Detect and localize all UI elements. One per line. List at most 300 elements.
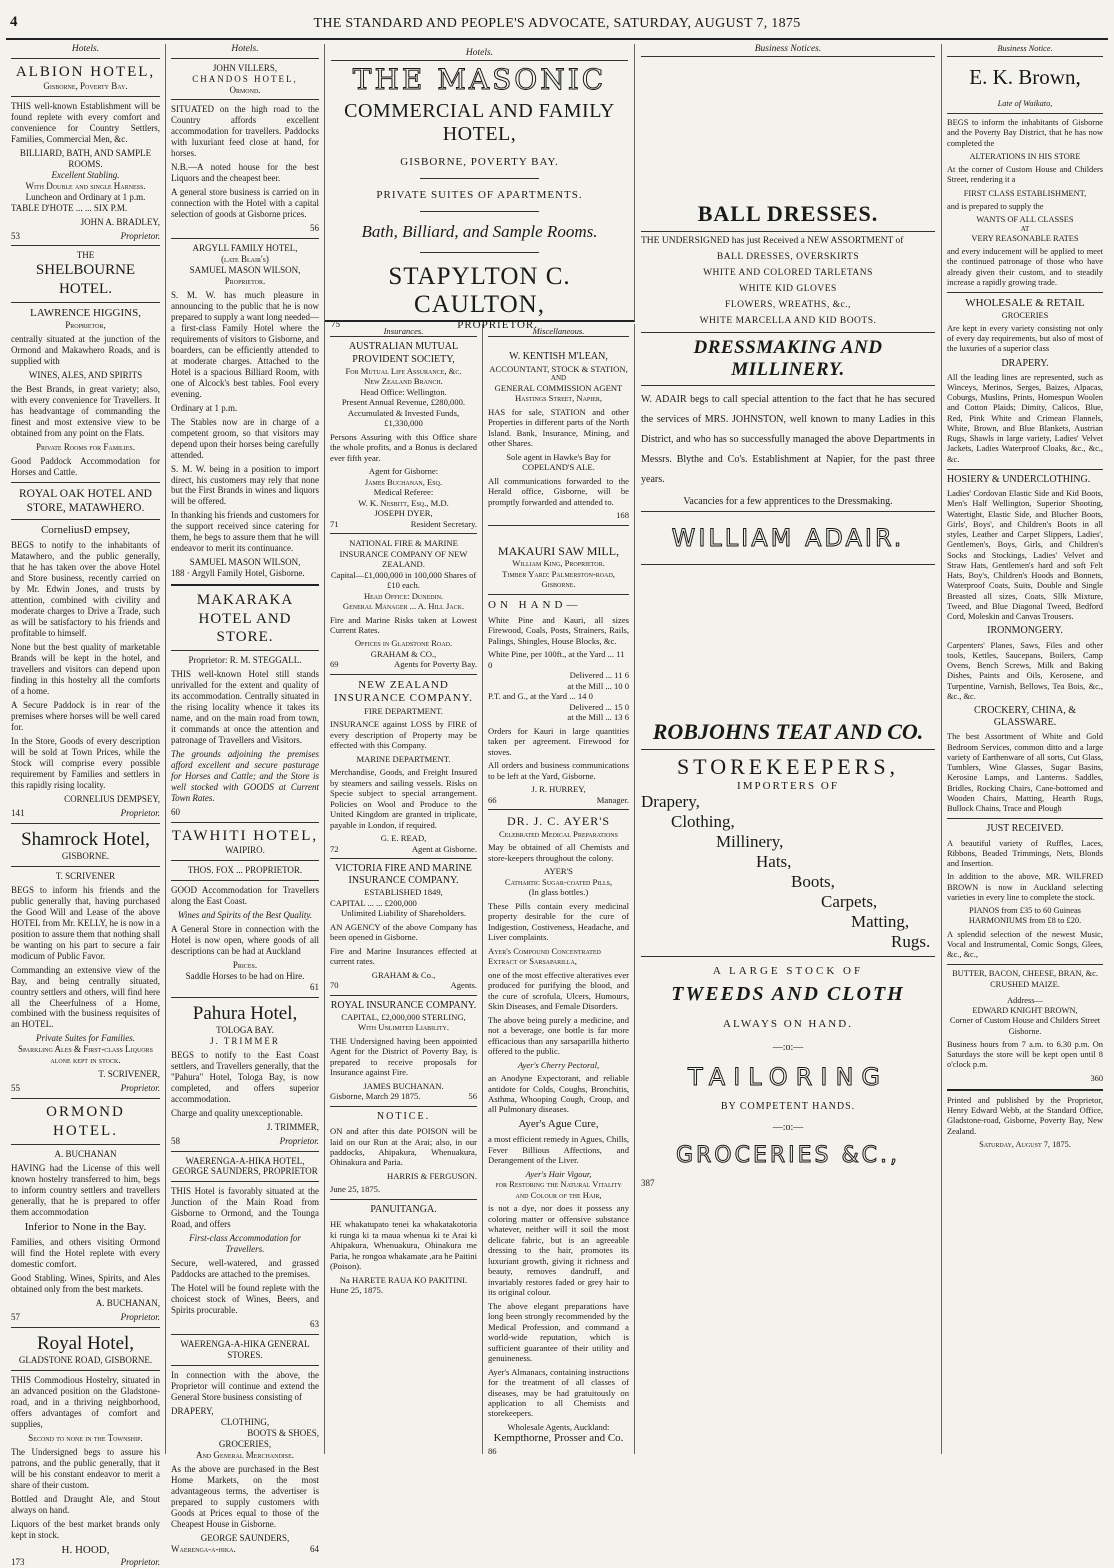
victoria-text: AN AGENCY of the above Company has been opened in Gisborne. <box>330 921 477 943</box>
ayer-ague: Ayer's Ague Cure, <box>518 1117 599 1130</box>
brown-pianos: PIANOS from £35 to 60 Guineas HARMONIUMS from £8 to £20. <box>968 906 1082 926</box>
brown-groceries: GROCERIES <box>1001 310 1049 320</box>
argyll-title: ARGYLL FAMILY HOTEL, <box>192 243 298 254</box>
national-agent: GRAHAM & CO., <box>370 648 437 659</box>
royal-oak-text4: In the Store, Goods of every description will be sold at Town Prices, while the Stock will comprise every possible requirement by Families and settlers in this rapidly rising locality. <box>11 735 160 790</box>
ayer-text4: The above being purely a medicine, and not a beverage, one bottle is far more efficacious than any sarsaparilla hitherto offered to the public. <box>488 1014 629 1057</box>
ad-number: 141 <box>11 807 25 818</box>
tawhiti-proprietor: THOS. FOX ... PROPRIETOR. <box>187 864 303 875</box>
royal-oak-text: BEGS to notify to the inhabitants of Matawhero, and the public generally, that he has taken over the above Hotel and Store business, recently carried on by Mr. Edwin Jones, and trusts by attention, combined with civility and moderate charges to Drive a Trade, such as will be satisfactory to his friends and profitable to himself. <box>11 540 160 639</box>
nzic-text: INSURANCE against LOSS by FIRE of every description of Property may be effected with this Company. <box>330 719 477 751</box>
ball-text: THE UNDERSIGNED has just Received a NEW ASSORTMENT of <box>641 236 904 246</box>
amp-sub: For Mutual Life Assurance, &c. <box>345 365 462 376</box>
ayer-hair: Ayer's Hair Vigour, <box>525 1168 592 1179</box>
mlean-street: Hastings Street, Napier, <box>514 393 603 404</box>
price-row: Delivered ... 11 6 <box>569 670 629 681</box>
role: Proprietor. <box>279 1135 319 1146</box>
robjohns-competent: BY COMPETENT HANDS. <box>720 1101 856 1112</box>
shelbourne-paddock: Good Paddock Accommodation for Horses and Cattle. <box>11 456 160 478</box>
brown-first-class: FIRST CLASS ESTABLISHMENT, <box>963 188 1087 198</box>
royal-insurance-liability: With Unlimited Liability. <box>358 1022 449 1033</box>
chandos-title: CHANDOS HOTEL, <box>192 73 298 84</box>
victoria-unlimited: Unlimited Liability of Shareholders. <box>340 908 467 919</box>
ormond-proprietor: A. BUCHANAN, <box>95 1297 160 1308</box>
nzic-title: NEW ZEALAND INSURANCE COMPANY. <box>333 678 474 705</box>
brown-ironmongery: IRONMONGERY. <box>987 625 1063 637</box>
ayer-wholesale: Wholesale Agents, Auckland: <box>507 1421 610 1432</box>
pahura-text2: Charge and quality unexceptionable. <box>171 1107 303 1118</box>
separator: —:o:— <box>772 1042 804 1053</box>
royal-text2: The Undersigned begs to assure his patrons, and the public generally, that it will be his constant endeavor to merit a share of their custom. <box>11 1446 160 1490</box>
pahura-place: TOLOGA BAY. <box>216 1024 274 1035</box>
shamrock-title: Shamrock Hotel, <box>21 828 150 850</box>
role: Proprietor. <box>120 1311 160 1322</box>
masthead <box>6 12 1108 40</box>
item-matting: Matting, <box>851 912 910 931</box>
column-miscellaneous <box>483 324 635 1454</box>
shamrock-proprietor: T. SCRIVENER, <box>98 1069 160 1080</box>
ad-number: 70 <box>330 980 339 991</box>
william-adair: WILLIAM ADAIR. <box>671 524 905 552</box>
albion-stabling: Excellent Stabling. <box>51 169 120 180</box>
column-heading: Insurances. <box>330 324 477 337</box>
brown-received: JUST RECEIVED. <box>986 823 1064 835</box>
robjohns-large-stock: A LARGE STOCK OF <box>712 965 864 977</box>
column-heading: Business Notices. <box>641 44 935 57</box>
ormond-title: ORMOND HOTEL. <box>46 1104 125 1139</box>
royal-text: THIS Commodious Hostelry, situated in an advanced position on the Gladstone-road, and in a thriving neighborhood, offers advantages of comfort and supplies, <box>11 1375 160 1429</box>
ad-number: 71 <box>330 518 339 529</box>
amp-office: Head Office: Wellington. <box>360 386 447 397</box>
ayer-text8: The above elegant preparations have long been strongly recommended by the Medical Profession, and command a world-wide reputation, which is sufficient guarantee of their utility and genuineness. <box>488 1300 629 1364</box>
robjohns-tailoring: TAILORING <box>687 1063 888 1091</box>
national-title: NATIONAL FIRE & MARINE INSURANCE COMPANY OF NEW ZEALAND. <box>339 538 468 570</box>
albion-table: TABLE D'HOTE ... ... SIX P.M. <box>11 202 128 213</box>
brown-wants: WANTS OF ALL CLASSES <box>976 215 1074 225</box>
shelbourne-text2: the Best Brands, in great variety; also, with every convenience for Travellers. It has headvantage of commanding the finest and most extensive view to be obtained from any point on the Flats. <box>11 384 160 439</box>
robjohns-groceries: GROCERIES &C., <box>675 1143 901 1168</box>
wstore-proprietor: GEORGE SAUNDERS, <box>200 1532 290 1543</box>
royal-insurance-agent: JAMES BUCHANAN. <box>363 1080 444 1091</box>
column-insurances <box>325 324 483 1454</box>
ad-number: 63 <box>310 1319 319 1330</box>
mlean-text2: All communications forwarded to the Herald office, Gisborne, will be promptly forwarded and attended to. <box>488 475 629 507</box>
ad-number: 66 <box>488 794 497 805</box>
shelbourne-title: SHELBOURNE HOTEL. <box>35 262 136 297</box>
ayer-cath: AYER'S <box>544 866 573 877</box>
role: Proprietor. <box>120 1556 160 1567</box>
ad-number: 360 <box>1090 1073 1103 1083</box>
ad-number: 69 <box>330 659 339 670</box>
ad-number: 75 <box>331 319 340 329</box>
argyll-role: Proprietor. <box>224 276 266 287</box>
nzic-fire: FIRE DEPARTMENT. <box>364 705 443 716</box>
shamrock-sparkling: Sparkling Ales & First-class Liquors alone kept in stock. <box>18 1044 153 1066</box>
argyll-text4: S. M. W. being in a position to import direct, his customers may rely that none but the First Brands in wines and liquors will be offered. <box>171 463 319 507</box>
argyll-text5: In thanking his friends and customers for the support received since catering for them, he begs to assure them that he will endeavor to merit its continuance. <box>171 510 319 554</box>
chandos-place: Ormond. <box>229 84 261 95</box>
chandos-store: A general store business is carried on in connection with the Hotel with a capital selection of goods at Gisborne prices. <box>171 187 319 220</box>
albion-proprietor: JOHN A. BRADLEY, <box>80 216 160 227</box>
waerenga-text: THIS Hotel is favorably situated at the Junction of the Main Road from Gisborne to Ormond, and the Tounga Road, and offers <box>171 1186 319 1230</box>
shamrock-place: GISBORNE. <box>61 850 110 861</box>
shamrock-private: Private Suites for Families. <box>36 1033 135 1044</box>
ad-number: 57 <box>11 1311 20 1322</box>
ormond-text2: Families, and others visiting Ormond will find the Hotel replete with every domestic comfort. <box>11 1237 160 1270</box>
column-business-notices <box>635 44 942 1454</box>
ormond-text3: Good Stabling. Wines, Spirits, and Ales obtained only from the best markets. <box>11 1272 160 1294</box>
victoria-agent: GRAHAM & Co., <box>371 969 436 980</box>
pahura-text: BEGS to notify to the East Coast settlers, and Travellers generally, that the "Pahura" Hotel, Tologa Bay, is now completed, and offers superior accommodation. <box>171 1049 319 1104</box>
wstore-text2: As the above are purchased in the Best Home Markets, on the most advantageous terms, the advertiser is prepared to supply customers with Goods at Prices equal to those of the Cheapest House in Gisborne. <box>171 1463 319 1529</box>
pahura-title: Pahura Hotel, <box>192 1002 298 1024</box>
mlean-agent: Sole agent in Hawke's Bay for <box>506 451 611 462</box>
masonic-suites: PRIVATE SUITES OF APARTMENTS. <box>376 189 583 201</box>
waerenga-title: WAERENGA-A-HIKA HOTEL, <box>185 1155 305 1166</box>
mlean-text: HAS for sale, STATION and other Properties in different parts of the North Island. Bank, Insurance, Mining, and other Shares. <box>488 406 629 449</box>
makaraka-proprietor: Proprietor: R. M. STEGGALL. <box>188 655 302 666</box>
amp-agent-name: James Buchanan, Esq. <box>364 476 443 487</box>
royal-oak-title: ROYAL OAK HOTEL AND STORE, MATAWHERO. <box>19 488 152 515</box>
column-heading: Hotels. <box>171 44 319 59</box>
brown-rates: VERY REASONABLE RATES <box>971 233 1079 243</box>
ayer-text6: a most efficient remedy in Agues, Chills, Fever Billious Affections, and Derangement of the Liver. <box>488 1134 629 1166</box>
ayer-sars: Ayer's Compound Concentrated Extract of Sarsaparilla, <box>488 945 601 967</box>
shelbourne-private: Private Rooms for Families. <box>36 442 135 453</box>
argyll-text3: The Stables now are in charge of a competent groom, so that visitors may depend upon their horses being carefully attended. <box>171 416 319 460</box>
brown-butter: BUTTER, BACON, CHEESE, BRAN, &c. <box>952 969 1098 979</box>
makauri-on-hand: ON HAND— <box>488 598 582 611</box>
wstore-title: WAERENGA-A-HIKA GENERAL STORES. <box>180 1339 310 1361</box>
pahura-proprietor: J. TRIMMER, <box>266 1121 319 1132</box>
page-number: 4 <box>10 14 18 30</box>
brown-hours: Business hours from 7 a.m. to 6.30 p.m. On Saturdays the store will be kept open until 8 o'clock p.m. <box>947 1039 1103 1070</box>
wstore-groceries: GROCERIES, <box>218 1438 272 1449</box>
tawhiti-prices: Prices. <box>232 959 258 970</box>
royal-text4: Liquors of the best market brands only kept in stock. <box>11 1518 160 1540</box>
ad-number: 56 <box>468 1091 477 1102</box>
separator: —:o:— <box>772 1122 804 1133</box>
masonic-rooms: Bath, Billiard, and Sample Rooms. <box>361 222 598 241</box>
ad-number: 64 <box>310 1543 319 1554</box>
item-clothing: Clothing, <box>671 812 735 831</box>
albion-text: THIS well-known Establishment will be found replete with every comfort and convenience for Country Settlers, Families, Commercial Men, &c. <box>11 100 160 144</box>
ad-number: 53 <box>11 230 20 241</box>
brown-owner: EDWARD KNIGHT BROWN, <box>972 1006 1078 1016</box>
royal-insurance-capital: CAPITAL, £2,000,000 STERLING, <box>341 1011 466 1022</box>
royal-place: GLADSTONE ROAD, GISBORNE. <box>18 1355 153 1366</box>
price-row: at the Mill ... 13 6 <box>567 712 629 723</box>
tawhiti-place: WAIPIRO. <box>225 844 265 855</box>
ad-number: 61 <box>310 981 319 992</box>
national-manager: General Manager ... A. Hill Jack. <box>342 601 465 612</box>
price-row: at the Mill ... 10 0 <box>567 680 629 691</box>
ad-number: 58 <box>171 1135 180 1146</box>
amp-title: AUSTRALIAN MUTUAL PROVIDENT SOCIETY, <box>348 341 459 365</box>
brown-text: BEGS to inform the inhabitants of Gisborne and the Poverty Bay District, that he has now completed the <box>947 118 1103 148</box>
makauri-title: MAKAURI SAW MILL, <box>497 543 620 558</box>
ormond-inferior: Inferior to None in the Bay. <box>24 1220 147 1233</box>
panui-signature: Na HARETE RAUA KO PAKITINI. <box>339 1274 468 1285</box>
brown-drapery: DRAPERY. <box>1001 357 1049 369</box>
royal-oak-owner: CorneliusD empsey, <box>40 524 131 537</box>
brown-address: Address— <box>1007 995 1043 1005</box>
argyll-owner: SAMUEL MASON WILSON, <box>189 265 301 276</box>
nzic-text2: Merchandise, Goods, and Freight Insured by steamers and sailing vessels. Risks on Specie subject to special arrangement. Policies on Wool and Produce to the United Kingdom are granted in triplicate, payable in London, if required. <box>330 767 477 830</box>
shelbourne-wines: WINES, ALES, AND SPIRITS <box>28 370 143 381</box>
brown-late: Late of Waikato, <box>997 98 1053 108</box>
brown-text3: and is prepared to supply the <box>947 201 1044 211</box>
victoria-text2: Fire and Marine Insurances effected at current rates. <box>330 945 477 967</box>
brown-wholesale: WHOLESALE & RETAIL <box>965 297 1085 310</box>
amp-secretary-role: Resident Secretary. <box>410 518 477 529</box>
panui-title: PANUITANGA. <box>370 1203 437 1215</box>
dressmaking-title: DRESSMAKING AND MILLINERY. <box>693 337 883 380</box>
item-carpets: Carpets, <box>821 892 878 911</box>
tawhiti-saddle: Saddle Horses to be had on Hire. <box>185 970 305 981</box>
shamrock-owner: T. SCRIVENER <box>55 870 116 881</box>
ad-number: 56 <box>310 223 319 234</box>
shelbourne-the: THE <box>76 250 95 261</box>
ayer-text7: is not a dye, nor does it possess any coloring matter or offensive substance whatever, neither will it soil the most delicate fabric, but is an agreeable dressing to the hair, promotes its luxuriant growth, giving it richness and beauty, removes dandruff, and invariably restores faded or grey hair to its original colour. <box>488 1203 629 1298</box>
nzic-agent: G. E. READ, <box>380 833 427 844</box>
masonic-title: THE MASONIC <box>352 63 607 96</box>
dressmaking-vacancies: Vacancies for a few apprentices to the Dressmaking. <box>683 496 893 507</box>
nzic-marine: MARINE DEPARTMENT. <box>356 753 451 764</box>
ayer-sub: Celebrated Medical Preparations <box>499 828 618 839</box>
brown-alterations: ALTERATIONS IN HIS STORE <box>969 151 1081 161</box>
ayer-title: DR. J. C. AYER'S <box>506 814 611 829</box>
mlean-gca: GENERAL COMMISSION AGENT <box>494 382 623 393</box>
makauri-signature: J. R. HURREY, <box>531 784 586 795</box>
shelbourne-role: Proprietor, <box>65 320 106 331</box>
ad-number: 173 <box>11 1556 25 1567</box>
robjohns-items <box>641 792 935 952</box>
makaraka-text: THIS well-known Hotel still stands unrivalled for the extent and quality of its accommodation. Centrally situated in the rising locality whence it takes its name, and on the main road from town, it commands at once the attention and patronage of Travellers and Visitors. <box>171 669 319 745</box>
royal-title: Royal Hotel, <box>36 1332 135 1354</box>
shelbourne-owner: LAWRENCE HIGGINS, <box>30 307 141 320</box>
column-heading: Miscellaneous. <box>488 324 629 337</box>
wstore-place: Waerenga-a-hika. <box>171 1543 236 1554</box>
national-office: Head Office: Dunedin. <box>363 590 444 601</box>
victoria-agent-role: Agents. <box>450 980 477 991</box>
brown-hosiery: HOSIERY & UNDERCLOTHING. <box>947 473 1091 485</box>
royal-insurance-text: THE Undersigned having been appointed Agent for the District of Poverty Bay, is prepared to receive proposals for Insurance against Fire. <box>330 1035 477 1078</box>
ayer-cath3: (In glass bottles.) <box>528 887 589 898</box>
makauri-proprietor: William King, Proprietor. <box>512 558 605 569</box>
ayer-text3: one of the most effective alteratives ever produced for purifying the blood, and the cure of scrofula, Ulcers, Humours, Skin Diseases, and Female Disorders. <box>488 969 629 1012</box>
royal-second: Second to none in the Township. <box>28 1432 143 1443</box>
makauri-prices <box>488 649 629 722</box>
dressmaking-text: W. ADAIR begs to call special attention to the fact that he has secured the services of MRS. JOHNSTON, well known to many Ladies in this District, and who has so successfully managed the above Departments in Messrs. Blythe and Co's. Establishment at Napier, for the past three years. <box>641 394 935 485</box>
brown-text4: and every inducement will be applied to meet the continued patronage of those who have already given their custom, and to steadily increase a rapidly growing trade. <box>947 247 1103 287</box>
brown-text6: All the leading lines are represented, such as Winceys, Merinos, Serges, Baizes, Alpacas, Coburgs, Muslins, Prints, Homespun Woolen and Cotton Plaids; Dimity, Calicos, Blue, Red, Pink White and Crimean Flannels, White, Brown, and Blue Blankets, Austrian Rugs, Shawls in large variety, Ladies' Velvet Jackets, Ladies Waterproof Cloaks, &c., &c., &c. <box>947 372 1103 464</box>
item-drapery: Drapery, <box>641 792 700 811</box>
makauri-yard: Timber Yard: Palmerston-road, Gisborne. <box>502 568 615 590</box>
shamrock-text2: Commanding an extensive view of the Bay, and being centrally situated, country settlers and others, will find here all the Cheerfulness of a Home, combined with the business requisites of an HOTEL. <box>11 964 160 1030</box>
brown-music: A splendid selection of the newest Music, Vocal and Instrumental, Comic Songs, Glees, &c., &c., <box>947 929 1103 960</box>
waerenga-owner: GEORGE SAUNDERS, PROPRIETOR <box>172 1166 318 1177</box>
wstore-drapery: DRAPERY, <box>171 1405 214 1416</box>
amp-secretary: JOSEPH DYER, <box>374 508 433 519</box>
villers-owner: JOHN VILLERS, <box>212 62 278 73</box>
waerenga-text3: The Hotel will be found replete with the choicest stock of Wines, Beers, and Spirits procurable. <box>171 1283 319 1316</box>
panui-date: Hune 25, 1875. <box>330 1285 383 1296</box>
ad-number: 60 <box>171 806 180 817</box>
ad-number: 72 <box>330 843 339 854</box>
amp-medical: Medical Referee: <box>373 487 434 498</box>
brown-name: E. K. Brown, <box>969 65 1081 90</box>
waerenga-first: First-class Accommodation for Travellers. <box>189 1233 301 1255</box>
column-hotels-2 <box>166 44 325 1554</box>
panui-text: HE whakatupato tenei ka whakatakotoria ki runga ki ta maua whenua ki te Arai ki Ahipakura, Whenuakura, Ohinakura me Paria, he rongoa whakamate ,ara he Paitini (Poison). <box>330 1219 477 1272</box>
brown-maize: CRUSHED MAIZE. <box>990 979 1060 989</box>
victoria-established: ESTABLISHED 1849, <box>364 887 443 898</box>
brown-at: AT <box>1020 225 1030 234</box>
wstore-general: And General Merchandise. <box>195 1449 295 1460</box>
amp-branch: New Zealand Branch. <box>364 376 443 387</box>
tawhiti-text: GOOD Accommodation for Travellers along the East Coast. <box>171 884 319 906</box>
brown-text2: At the corner of Custom House and Childers Street, rendering it a <box>947 165 1103 185</box>
ball-line-4: FLOWERS, WREATHS, &c., <box>725 300 851 310</box>
ad-number: 387 <box>641 1178 655 1188</box>
column-heading: Hotels. <box>331 48 628 61</box>
national-text: Fire and Marine Risks taken at Lowest Current Rates. <box>330 614 477 635</box>
chandos-nb: N.B.—A noted house for the best Liquors and the cheapest beer. <box>171 162 319 184</box>
item-boots: Boots, <box>791 872 835 891</box>
amp-medical-name: W. K. Nesbitt, Esq., M.D. <box>358 497 449 508</box>
notice-signature: HARRIS & FERGUSON. <box>386 1170 477 1181</box>
albion-place: Gisborne, Poverty Bay. <box>43 80 128 91</box>
argyll-late: (late Blair's) <box>221 254 269 265</box>
ormond-text: HAVING had the License of this well known hostelry transferred to him, begs to inform country settlers and travellers generally, that he is prepared to offer them accommodation <box>11 1162 160 1217</box>
brown-text11: In addition to the above, MR. WILFRED BROWN is now in Auckland selecting varieties in every line to complete the stock. <box>947 872 1103 902</box>
amp-funds: Accumulated & Invested Funds, £1,330,000 <box>347 407 460 429</box>
robjohns-importers: IMPORTERS OF <box>737 780 839 792</box>
makauri-signature-role: Manager. <box>596 794 629 805</box>
ad-number: 168 <box>616 510 629 521</box>
wstore-text: In connection with the above, the Proprietor will continue and extend the General Store business consisting of <box>171 1370 319 1402</box>
national-offices: Offices in Gladstone Road. <box>354 638 453 649</box>
column-heading: Business Notice. <box>947 44 1103 57</box>
masonic-role: PROPRIETOR. <box>457 319 538 331</box>
brown-text8: Carpenters' Planes, Saws, Files and other tools, Kettles, Saucepans, Boilers, Camp Ovens, Bench Screws, Milk and Baking Dishes, Paints and Oils, Kerosene, and Turpentine, Varnish, Bellows, Tea Bois, &c., &c., &c. <box>947 640 1103 701</box>
albion-billiard: BILLIARD, BATH, AND SAMPLE ROOMS. <box>19 147 152 169</box>
masonic-place: GISBORNE, POVERTY BAY. <box>400 156 559 168</box>
makauri-text: Orders for Kauri in large quantities taken per agreement. Firewood for stoves. <box>488 725 629 757</box>
nzic-agent-role: Agent at Gisborne. <box>411 843 477 854</box>
masonic-proprietor: STAPYLTON C. CAULTON, <box>388 263 571 318</box>
column-heading: Hotels. <box>11 44 160 59</box>
imprint: Printed and published by the Proprietor, Henry Edward Webb, at the Standard Office, Gladstone-road, Gisborne, Poverty Bay, New Zealand. <box>947 1095 1103 1136</box>
mlean-name: W. KENTISH M'LEAN, <box>509 351 608 363</box>
ball-line-3: WHITE KID GLOVES <box>739 284 837 294</box>
notice-text: ON and after this date POISON will be laid on our Run at the Arai; also, in our paddocks, Ahipakura, Whenuakura, Ohinakura and Paria. <box>330 1126 477 1168</box>
makauri-text2: All orders and business communications to be left at the Yard, Gisborne. <box>488 760 629 781</box>
mlean-and: AND <box>550 374 567 383</box>
tawhiti-title: TAWHITI HOTEL, <box>171 827 319 844</box>
notice-date: June 25, 1875. <box>330 1184 381 1195</box>
item-hats: Hats, <box>756 852 792 871</box>
royal-oak-proprietor: CORNELIUS DEMPSEY, <box>64 793 160 804</box>
newspaper-title: THE STANDARD AND PEOPLE'S ADVOCATE, SATURDAY, AUGUST 7, 1875 <box>313 16 801 31</box>
argyll-text: S. M. W. has much pleasure in announcing to the public that he is now prepared to supply a want long needed—a first-class Family Hotel where the requirements of visitors to Gisborne, and boarders, can be efficiently attended to at moderate charges. Attached to the Hotel is a spacious Billiard Room, with one of Alcock's best tables. Fool every evening. <box>171 290 319 399</box>
ball-dresses-title: BALL DRESSES. <box>697 201 879 226</box>
royal-oak-text2: None but the best quality of marketable Brands will be kept in the hotel, and travellers and visitors can depend upon finding in this hostelry all the comforts of a home. <box>11 642 160 697</box>
ayer-cath2: Cathartic Sugar-coated Pills, <box>504 876 613 887</box>
ball-line-2: WHITE AND COLORED TARLETANS <box>703 268 873 278</box>
royal-oak-text3: A Secure Paddock is in rear of the premises where horses will be well cared for. <box>11 700 160 732</box>
mlean-copeland: COPELAND'S ALE. <box>522 462 595 473</box>
ad-number: 55 <box>11 1083 20 1094</box>
makaraka-grounds: The grounds adjoining the premises afford excellent and secure pasturage for Horses and Cattle; and the Store is well stocked with GOODS at Current Town Rates. <box>171 748 319 803</box>
albion-title: ALBION HOTEL, <box>15 63 156 80</box>
national-agent-role: Agents for Poverty Bay. <box>394 659 477 670</box>
robjohns-always: ALWAYS ON HAND. <box>723 1018 853 1030</box>
shamrock-text: BEGS to inform his friends and the public generally that, having purchased the Good Will and Lease of the above HOTEL from Mr. KELLY, he is now in a position to assure them that nothing shall be wanting on his part to secure a fair modicum of Public Favor. <box>11 884 160 961</box>
amp-agent: Agent for Gisborne: <box>368 466 439 477</box>
robjohns-storekeepers: STOREKEEPERS, <box>676 754 900 779</box>
brown-corner: Corner of Custom House and Childers Street Gisborne. <box>949 1016 1101 1036</box>
robjohns-title: ROBJOHNS TEAT AND CO. <box>652 719 924 744</box>
price-row: White Pine, per 100ft., at the Yard ... 11 0 <box>488 649 625 670</box>
royal-text3: Bottled and Draught Ale, and Stout always on hand. <box>11 1493 160 1515</box>
amp-text: Persons Assuring with this Office share the whole profits, and a Bonus is declared ever fifth year. <box>330 431 477 463</box>
argyll-text2: Ordinary at 1 p.m. <box>171 402 238 413</box>
argyll-proprietor: SAMUEL MASON WILSON, <box>189 557 301 568</box>
wstore-clothing: CLOTHING, <box>220 1416 270 1427</box>
ayer-text: May be obtained of all Chemists and store-keepers throughout the colony. <box>488 842 629 863</box>
masonic-subtitle: COMMERCIAL AND FAMILY HOTEL, <box>344 100 615 145</box>
albion-harness: With Double and single Harness. <box>25 180 146 191</box>
imprint-date: Saturday, August 7, 1875. <box>979 1139 1071 1149</box>
ayer-text5: an Anodyne Expectorant, and reliable antidote for Colds, Coughs, Bronchitis, Asthma, Whooping Cough, Croup, and all Pulmonary diseases. <box>488 1073 629 1115</box>
column-ek-brown <box>942 44 1108 1454</box>
ball-line-5: WHITE MARCELLA AND KID BOOTS. <box>699 316 877 326</box>
role: Proprietor. <box>120 230 160 241</box>
chandos-text: SITUATED on the high road to the Country affords excellent accommodation for travellers. Paddocks with luxuriant feed close at hand, for horses. <box>171 104 319 159</box>
brown-text10: A beautiful variety of Ruffles, Laces, Ribbons, Beaded Trimmings, Nets, Blonds and Insertion. <box>947 838 1103 869</box>
makauri-items: White Pine and Kauri, all sizes Firewood, Coals, Posts, Strainers, Rails, Palings, Shingles, House Blocks, &c. <box>488 614 629 646</box>
waerenga-text2: Secure, well-watered, and grassed Paddocks are attached to the premises. <box>171 1258 319 1280</box>
ayer-cherry: Ayer's Cherry Pectoral, <box>517 1059 600 1070</box>
ayer-text2: These Pills contain every medicinal property desirable for the cure of Indigestion, Costiveness, Headache, and Liver complaints. <box>488 900 629 943</box>
ayer-text9: Ayer's Almanacs, containing instructions for the treatment of all classes of diseases, may be had gratuitously on application to all Chemists and storekeepers. <box>488 1366 629 1419</box>
albion-luncheon: Luncheon and Ordinary at 1 p.m. <box>25 191 146 202</box>
brown-text9: The best Assortment of White and Gold Bedroom Services, common ditto and a large variety of Earthenware of all sorts, Cut Glass, Tumblers, Wine Glasses, Sugar Basins, Kerosine Lamps, and Lanterns. Saddles, Bridles, Rocking Chairs, Cane-bottomed and Wooden Chairs, Matting, Hearth Rugs, Bullock Chains, Trace and Plough <box>947 732 1103 814</box>
brown-text5: Are kept in every variety consisting not only of every day requirements, but also of most of the luxuries of a superior class <box>947 323 1103 354</box>
column-hotels-1 <box>6 44 166 1567</box>
price-row: P.T. and G., at the Yard ... 14 0 <box>488 691 593 702</box>
royal-insurance-date: Gisborne, March 29 1875. <box>330 1091 421 1102</box>
role: Proprietor. <box>120 1083 160 1094</box>
wstore-boots: BOOTS & SHOES, <box>247 1427 319 1438</box>
amp-revenue: Present Annual Revenue, £280,000. <box>341 397 466 408</box>
item-rugs: Rugs. <box>891 932 931 951</box>
royal-insurance-title: ROYAL INSURANCE COMPANY. <box>330 999 477 1011</box>
role: Proprietor. <box>120 807 160 818</box>
ayer-hair2: for Restoring the Natural Vitality and Colour of the Hair, <box>495 1179 622 1200</box>
mlean-role: ACCOUNTANT, STOCK & STATION, <box>489 363 628 374</box>
shelbourne-text: centrally situated at the junction of the Ormond and Makawhero Roads, and is supplied with <box>11 334 160 367</box>
tawhiti-store: A General Store in connection with the Hotel is now open, where goods of all descriptions can be had at Auckland <box>171 923 319 956</box>
national-capital: Capital—£1,000,000 in 100,000 Shares of £10 each. <box>330 569 477 591</box>
robjohns-tweeds: TWEEDS AND CLOTH <box>671 983 905 1005</box>
ayer-agents: Kempthorne, Prosser and Co. <box>493 1432 624 1445</box>
item-millinery: Millinery, <box>716 832 784 851</box>
tawhiti-wines: Wines and Spirits of the Best Quality. <box>177 909 313 920</box>
pahura-owner: J. TRIMMER <box>210 1035 280 1046</box>
